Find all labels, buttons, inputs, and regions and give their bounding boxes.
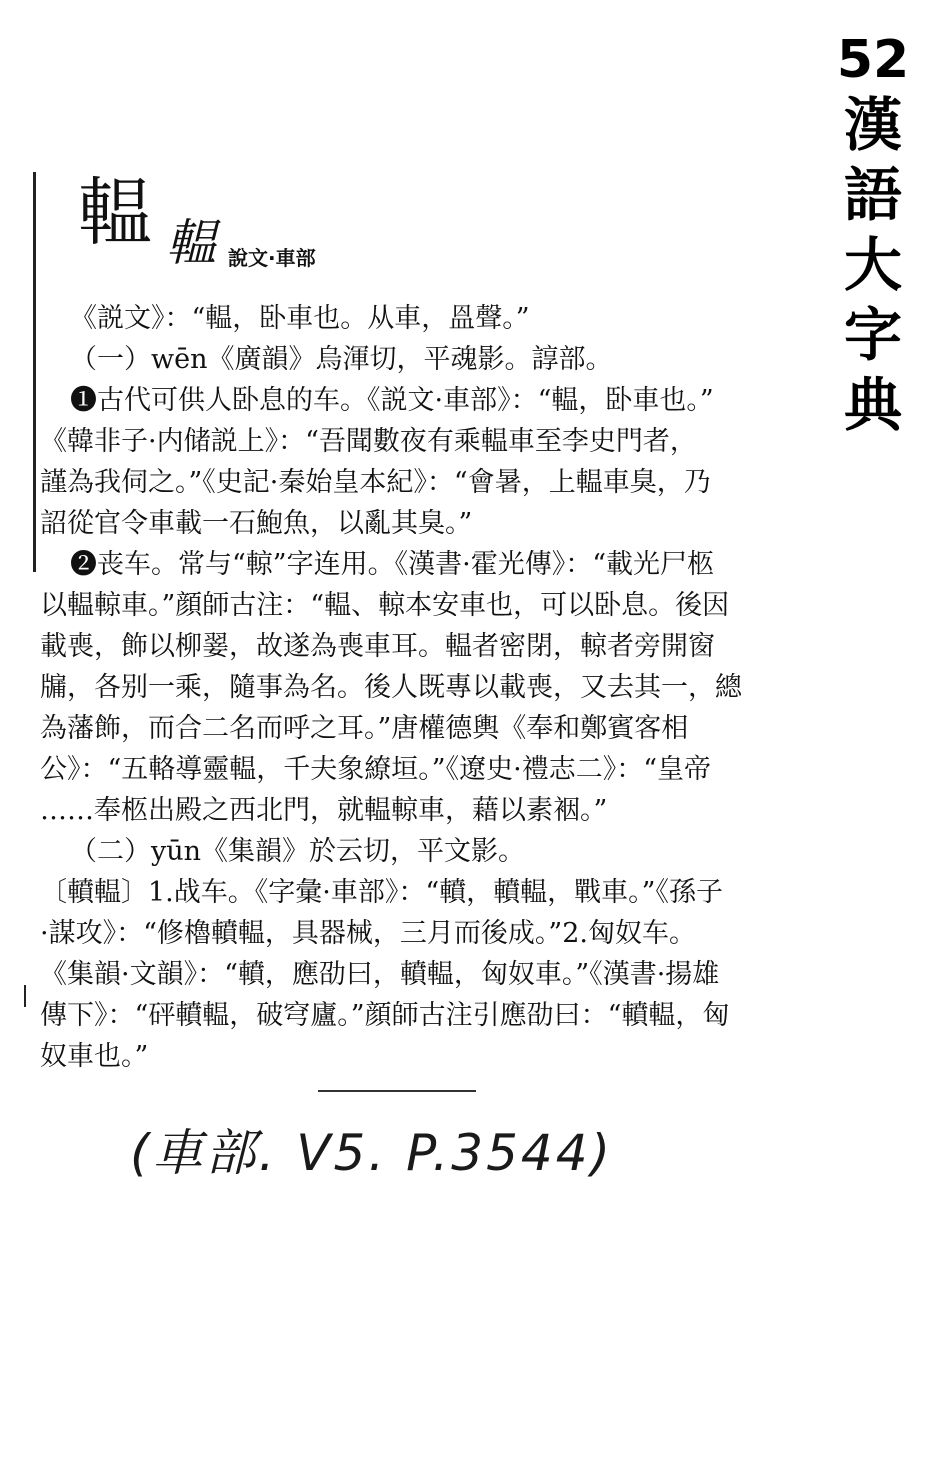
page-number: 52 (836, 30, 910, 90)
book-title-vertical (828, 30, 918, 440)
text-line: 《集韻·文韻》：“轒，應劭曰，轒輼，匈奴車。”《漢書·揚雄 (40, 959, 720, 990)
text-line: 公》：“五輅導靈輼，千夫象繚垣。”《遼史·禮志二》：“皇帝 (40, 754, 711, 785)
text-line: （二）yūn《集韻》於云切，平文影。 (70, 836, 526, 867)
text-line: ……奉柩出殿之西北門，就輼輬車，藉以素裀。” (40, 795, 608, 826)
text-line: 奴車也。” (40, 1041, 149, 1072)
title-char-1: 漢 (843, 91, 902, 159)
text-line: 謹為我伺之。”《史記·秦始皇本紀》：“會暑，上輼車臭，乃 (40, 467, 711, 498)
left-margin-tick (24, 985, 26, 1007)
text-line: 載喪，飾以柳翣，故遂為喪車耳。輼者密閉，輬者旁開窗 (40, 631, 715, 662)
title-char-4: 字 (843, 301, 902, 369)
text-line: （一）wēn《廣韻》烏渾切，平魂影。諄部。 (70, 344, 613, 375)
title-char-2: 語 (843, 161, 902, 229)
left-margin-line (33, 172, 36, 572)
entry-head-character: 輼 (78, 170, 152, 256)
entry-head (78, 168, 478, 288)
handwritten-note: (車部. V5. P.3544) (130, 1124, 614, 1182)
text-line: 牖，各别一乘，隨事為名。後人既專以載喪，又去其一，總 (40, 672, 742, 703)
title-char-5: 典 (843, 371, 902, 439)
text-line: 詔從官令車載一石鮑魚，以亂其臭。” (40, 508, 473, 539)
text-line: 〔轒輼〕1.战车。《字彙·車部》：“轒，轒輼，戰車。”《孫子 (40, 877, 723, 908)
text-line: 以輼輬車。”顔師古注：“輼、輬本安車也，可以卧息。後因 (40, 590, 730, 621)
text-line: 《韓非子·内储説上》：“吾聞數夜有乘輼車至李史門者， (40, 426, 697, 457)
entry-source: 說文·車部 (228, 246, 316, 270)
text-line: 為藩飾，而合二名而呼之耳。”唐權德輿《奉和鄭賓客相 (40, 713, 689, 744)
entry-seal-character: 輼 (166, 214, 216, 272)
text-line: 傳下》：“砰轒輼，破穹廬。”顔師古注引應劭曰：“轒輼，匈 (40, 1000, 730, 1031)
text-line: ❶古代可供人卧息的车。《説文·車部》：“輼，卧車也。” (70, 385, 714, 416)
text-line: 《説文》：“輼，卧車也。从車，𥁕聲。” (70, 303, 530, 334)
end-rule (318, 1090, 476, 1092)
text-line: ❷丧车。常与“輬”字连用。《漢書·霍光傳》：“載光尸柩 (70, 549, 714, 580)
entry-body (40, 298, 800, 1077)
text-line: ·謀攻》：“修櫓轒輼，具器械，三月而後成。”2.匈奴车。 (40, 918, 696, 949)
title-char-3: 大 (843, 231, 902, 299)
